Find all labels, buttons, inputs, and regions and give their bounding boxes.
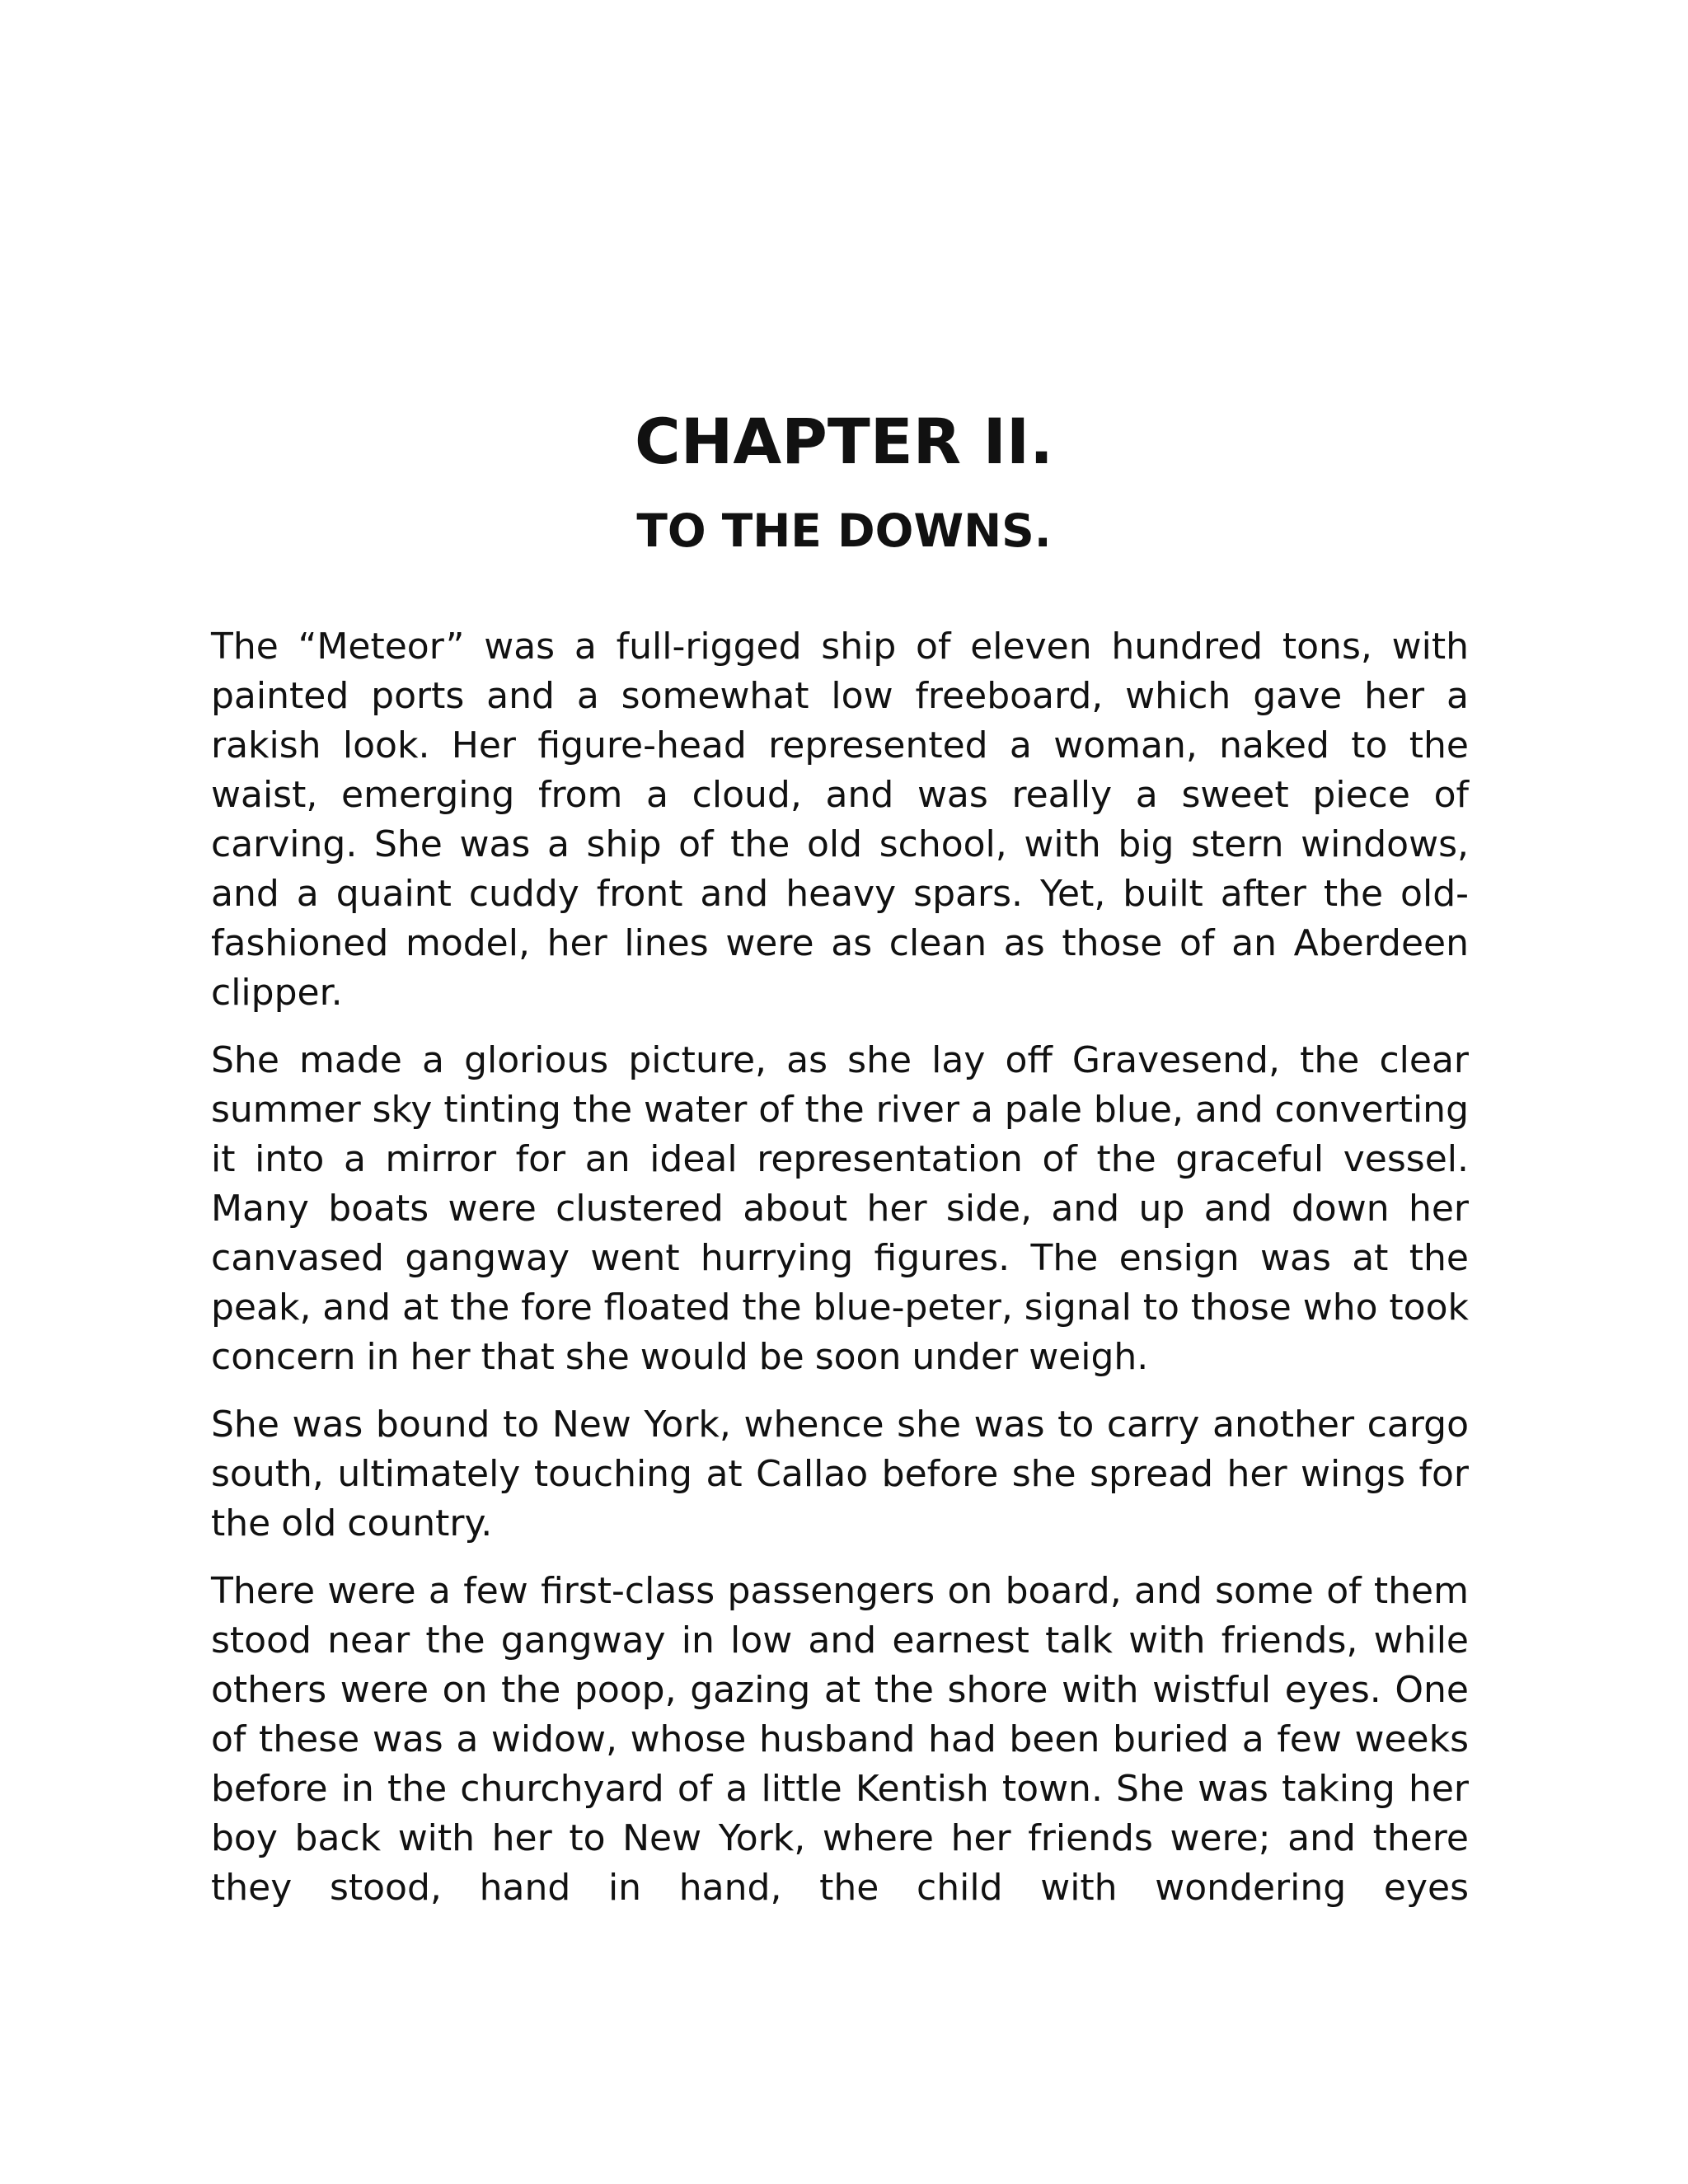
paragraph-4: There were a few first-class passengers on board, and some of them stood near the gangway in low and earnest talk with friends, while others were on the poop, gazing at the shore with wistful eyes. One of these was a widow, whose husband had been buried a few weeks before in the churchyard of a little Kentish town. She was taking her boy back with her to New York, where her friends were; and there they stood, hand in hand, the child with wondering eyes: [211, 1570, 1469, 1909]
chapter-body: [211, 622, 1469, 1931]
paragraph-3: She was bound to New York, whence she was to carry another cargo south, ultimately touching at Callao before she spread her wings for the old country.: [211, 1404, 1469, 1544]
chapter-subtitle: TO THE DOWNS.: [636, 504, 1052, 557]
chapter-heading: CHAPTER II.: [634, 405, 1054, 478]
paragraph-1: The “Meteor” was a full-rigged ship of eleven hundred tons, with painted ports and a somewhat low freeboard, which gave her a rakish look. Her figure-head represented a woman, naked to the waist, emerging from a cloud, and was really a sweet piece of carving. She was a ship of the old school, with big stern windows, and a quaint cuddy front and heavy spars. Yet, built after the old-fashioned model, her lines were as clean as those of an Aberdeen clipper.: [211, 626, 1469, 1014]
paragraph-2: She made a glorious picture, as she lay off Gravesend, the clear summer sky tinting the water of the river a pale blue, and converting it into a mirror for an ideal representation of the graceful vessel. Many boats were clustered about her side, and up and down her canvased gangway went hurrying figures. The ensign was at the peak, and at the fore floated the blue-peter, signal to those who took concern in her that she would be soon under weigh.: [211, 1039, 1469, 1378]
